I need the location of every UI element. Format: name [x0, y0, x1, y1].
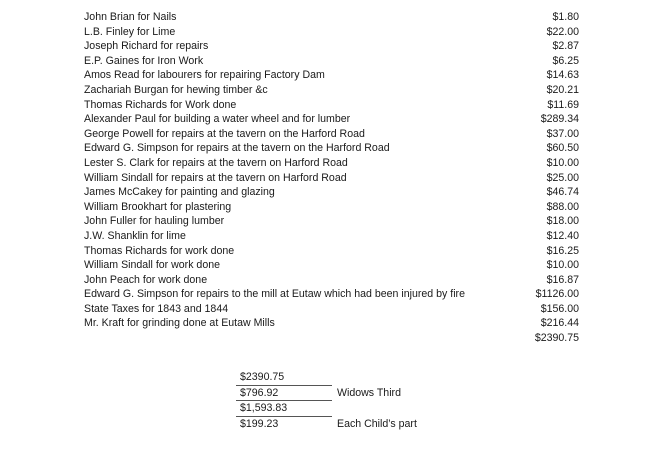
ledger-row — [84, 10, 579, 25]
entry-description: Edward G. Simpson for repairs to the mill at Eutaw which had been injured by fire — [84, 288, 465, 301]
ledger-row — [84, 302, 579, 317]
ledger-row — [84, 229, 579, 244]
division-value: $796.92 — [236, 386, 332, 402]
entry-description: State Taxes for 1843 and 1844 — [84, 302, 229, 315]
ledger-row — [84, 54, 579, 69]
ledger-row — [84, 244, 579, 259]
entry-description: Thomas Richards for work done — [84, 244, 235, 257]
ledger-row — [84, 68, 579, 83]
entry-description: George Powell for repairs at the tavern on the Harford Road — [84, 127, 365, 140]
division-row — [236, 370, 417, 386]
entry-amount: $1.80 — [552, 11, 579, 23]
division-row — [236, 417, 417, 433]
ledger-total: $2390.75 — [534, 332, 579, 345]
ledger-row — [84, 98, 579, 113]
entry-amount: $289.34 — [540, 113, 579, 126]
entry-description: Mr. Kraft for grinding done at Eutaw Mills — [84, 317, 275, 330]
entry-amount: $156.00 — [540, 302, 579, 315]
entry-amount: $46.74 — [546, 186, 579, 199]
entry-amount: $6.25 — [552, 54, 579, 67]
entry-amount: $12.40 — [546, 229, 579, 242]
ledger-row — [84, 316, 579, 331]
division-row — [236, 386, 417, 402]
entry-amount: $11.69 — [547, 98, 579, 111]
division-label: Each Child’s part — [337, 417, 417, 430]
entry-amount: $37.00 — [546, 127, 579, 140]
division-label: Widows Third — [337, 386, 401, 399]
division-value: $2390.75 — [236, 370, 332, 386]
entry-amount: $16.87 — [546, 273, 579, 286]
entry-description: E.P. Gaines for Iron Work — [84, 54, 204, 67]
ledger-row — [84, 171, 579, 186]
ledger-row — [84, 200, 579, 215]
entry-description: William Brookhart for plastering — [84, 200, 232, 213]
ledger-row — [84, 112, 579, 127]
entry-amount: $16.25 — [546, 244, 579, 257]
ledger-row — [84, 25, 579, 40]
entry-amount: $20.21 — [546, 83, 579, 96]
entry-description: John Peach for work done — [84, 273, 208, 286]
estate-division-table — [236, 370, 417, 432]
entry-description: L.B. Finley for Lime — [84, 25, 176, 38]
ledger-row — [84, 83, 579, 98]
ledger-row — [84, 214, 579, 229]
expense-ledger — [84, 10, 579, 346]
entry-amount: $1126.00 — [535, 288, 579, 301]
division-label — [332, 370, 337, 386]
entry-description: William Sindall for work done — [84, 259, 221, 272]
entry-amount: $25.00 — [546, 171, 579, 184]
ledger-row — [84, 156, 579, 171]
ledger-total-row — [84, 331, 579, 346]
entry-description: Zachariah Burgan for hewing timber &c — [84, 83, 268, 96]
ledger-row — [84, 141, 579, 156]
entry-amount: $88.00 — [546, 200, 579, 213]
entry-description: Alexander Paul for building a water wheel and for lumber — [84, 113, 351, 126]
ledger-row — [84, 127, 579, 142]
ledger-row — [84, 258, 579, 273]
entry-description: Edward G. Simpson for repairs at the tavern on the Harford Road — [84, 142, 390, 155]
entry-amount: $14.63 — [546, 69, 579, 82]
entry-description: William Sindall for repairs at the tavern on Harford Road — [84, 171, 347, 184]
division-value: $199.23 — [240, 417, 279, 430]
entry-description: Lester S. Clark for repairs at the tavern on Harford Road — [84, 156, 348, 169]
ledger-row — [84, 39, 579, 54]
entry-amount: $60.50 — [546, 142, 579, 155]
entry-description: Amos Read for labourers for repairing Factory Dam — [84, 69, 325, 82]
entry-description: Thomas Richards for Work done — [84, 98, 237, 111]
entry-amount: $10.00 — [546, 259, 579, 272]
entry-description: John Brian for Nails — [84, 11, 177, 23]
entry-amount: $22.00 — [546, 25, 579, 38]
ledger-row — [84, 185, 579, 200]
ledger-row — [84, 273, 579, 288]
entry-amount: $10.00 — [546, 156, 579, 169]
entry-description: John Fuller for hauling lumber — [84, 215, 225, 228]
division-label — [332, 401, 337, 417]
entry-amount: $18.00 — [546, 215, 579, 228]
division-value: $1,593.83 — [236, 401, 332, 417]
entry-amount: $2.87 — [552, 40, 579, 53]
entry-amount: $216.44 — [540, 317, 579, 330]
entry-description: Joseph Richard for repairs — [84, 40, 209, 53]
ledger-row — [84, 287, 579, 302]
entry-description: J.W. Shanklin for lime — [84, 229, 186, 242]
entry-description: James McCakey for painting and glazing — [84, 186, 275, 199]
division-row — [236, 401, 417, 417]
